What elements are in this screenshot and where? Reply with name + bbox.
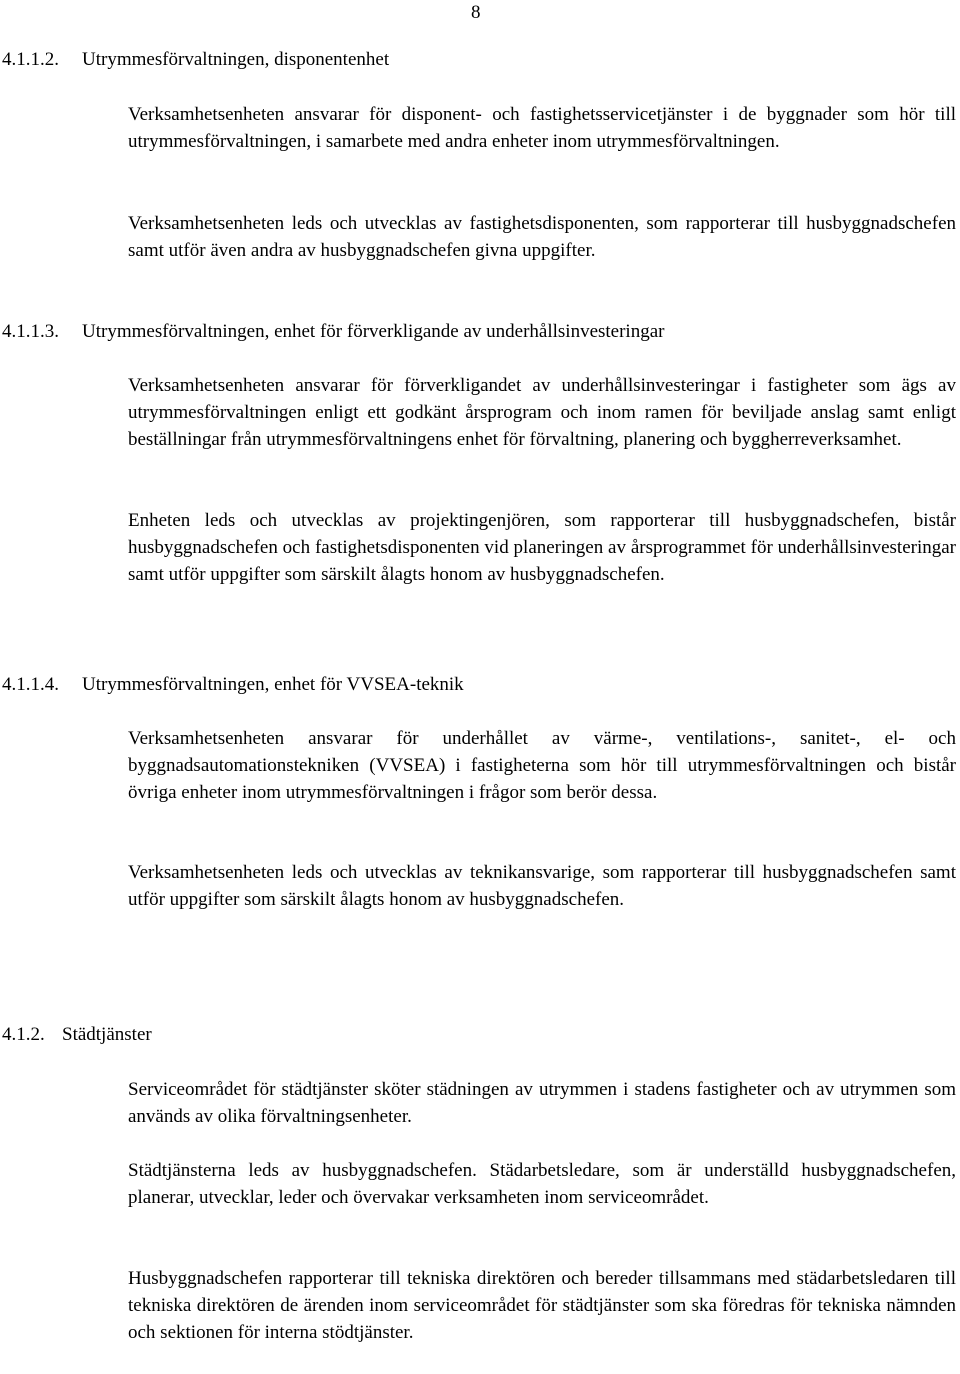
section-title: Utrymmesförvaltningen, enhet för VVSEA-teknik xyxy=(82,674,464,695)
section-paragraph: Enheten leds och utvecklas av projektingenjören, som rapporterar till husbyggnadschefen, bistår husbyggnadschefen och fastighetsdisponenten vid planeringen av årsprogrammet för underhållsinvesteringar samt utför uppgifter som särskilt ålagts honom av husbyggnadschefen. xyxy=(128,510,956,585)
section-heading-4-1-1-3 xyxy=(2,318,664,345)
section-heading-4-1-2 xyxy=(2,1021,152,1048)
section-paragraph: Husbyggnadschefen rapporterar till tekniska direktören och bereder tillsammans med städarbetsledaren till tekniska direktören de ärenden inom serviceområdet för städtjänster som ska föredras för tekniska nämnden och sektionen för interna stödtjänster. xyxy=(128,1268,956,1343)
section-paragraph: Verksamhetsenheten ansvarar för underhållet av värme-, ventilations-, sanitet-, el- och byggnadsautomationstekniken (VVSEA) i fastigheterna som hör till utrymmesförvaltningen och bistår övriga enheter inom utrymmesförvaltningen i frågor som berör dessa. xyxy=(128,728,956,803)
section-number: 4.1.1.2. xyxy=(2,49,59,70)
section-paragraph: Verksamhetsenheten leds och utvecklas av teknikansvarige, som rapporterar till husbyggnadschefen samt utför uppgifter som särskilt ålagts honom av husbyggnadschefen. xyxy=(128,862,956,910)
section-paragraph: Serviceområdet för städtjänster sköter städningen av utrymmen i stadens fastigheter och av utrymmen som används av olika förvaltningsenheter. xyxy=(128,1079,956,1127)
section-paragraph: Verksamhetsenheten ansvarar för förverkligandet av underhållsinvesteringar i fastigheter som ägs av utrymmesförvaltningen enligt ett godkänt årsprogram och inom ramen för beviljade anslag samt enligt beställningar från utrymmesförvaltningens enhet för förvaltning, planering och byggherreverksamhet. xyxy=(128,375,956,450)
page-number: 8 xyxy=(471,2,481,23)
section-heading-4-1-1-4 xyxy=(2,671,464,698)
section-paragraph: Städtjänsterna leds av husbyggnadschefen. Städarbetsledare, som är underställd husbyggnadschefen, planerar, utvecklar, leder och övervakar verksamheten inom serviceområdet. xyxy=(128,1160,956,1208)
section-title: Utrymmesförvaltningen, enhet för förverkligande av underhållsinvesteringar xyxy=(82,321,665,342)
section-title: Städtjänster xyxy=(62,1024,152,1045)
section-number: 4.1.2. xyxy=(2,1024,45,1045)
section-number: 4.1.1.4. xyxy=(2,674,59,695)
section-number: 4.1.1.3. xyxy=(2,321,59,342)
section-paragraph: Verksamhetsenheten ansvarar för disponent- och fastighetsservicetjänster i de byggnader som hör till utrymmesförvaltningen, i samarbete med andra enheter inom utrymmesförvaltningen. xyxy=(128,104,956,152)
section-title: Utrymmesförvaltningen, disponentenhet xyxy=(82,49,390,70)
section-paragraph: Verksamhetsenheten leds och utvecklas av fastighetsdisponenten, som rapporterar till husbyggnadschefen samt utför även andra av husbyggnadschefen givna uppgifter. xyxy=(128,213,956,261)
section-heading-4-1-1-2 xyxy=(2,46,389,73)
